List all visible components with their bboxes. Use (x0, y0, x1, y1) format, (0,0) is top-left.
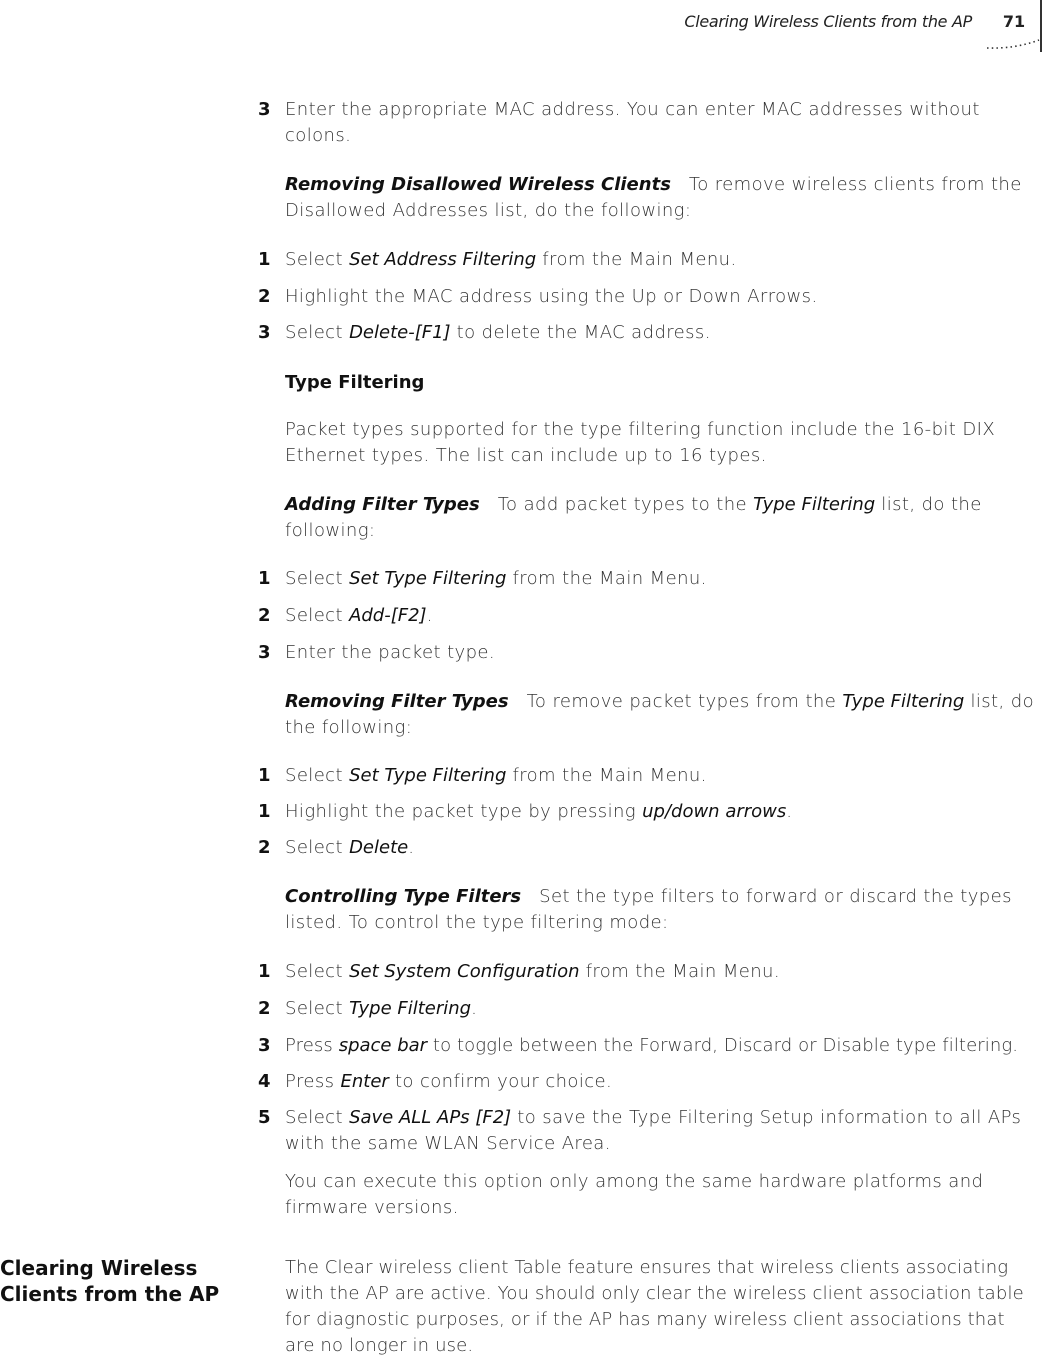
adding-filter-pre: To add packet types to the (497, 494, 754, 515)
step-text-pre: Select (285, 568, 350, 589)
removing-disallowed-paragraph (285, 172, 1037, 224)
step-number: 2 (258, 286, 271, 307)
step-text (285, 996, 1037, 1022)
step-text-emphasis: Set Address Filtering (349, 249, 537, 270)
step-text-post: to toggle between the Forward, Discard or Disable type filtering. (427, 1035, 1019, 1056)
step-text-pre: Highlight the packet type by pressing (285, 801, 643, 822)
step-text-emphasis: Type Filtering (349, 998, 472, 1019)
step-number: 1 (258, 249, 271, 270)
section-heading-line: Clients from the AP (0, 1282, 220, 1306)
step-text-post: . (408, 837, 415, 858)
step-text-post: from the Main Menu. (579, 961, 780, 982)
removing-disallowed-lead: Removing Disallowed Wireless Clients (285, 174, 671, 195)
step-number: 1 (258, 801, 271, 822)
step-text-post: from the Main Menu. (506, 568, 707, 589)
step-number: 2 (258, 605, 271, 626)
type-filtering-paragraph: Packet types supported for the type filtering function include the 16-bit DIX Ethernet types. The list can include up to 16 types. (285, 419, 996, 466)
step-text-pre: Select (285, 998, 350, 1019)
step-text-post: to delete the MAC address. (450, 322, 711, 343)
step-number: 2 (258, 837, 271, 858)
step-text (285, 763, 1037, 789)
controlling-filter-lead: Controlling Type Filters (285, 886, 522, 907)
step-text (285, 1105, 1037, 1157)
step-text-emphasis: Enter (340, 1071, 389, 1092)
step-text-emphasis: space bar (338, 1035, 428, 1056)
step-text-pre: Select (285, 322, 350, 343)
step-text-pre: Press (285, 1071, 341, 1092)
step-text-emphasis: up/down arrows (642, 801, 787, 822)
removing-filter-lead: Removing Filter Types (285, 691, 509, 712)
step-text-emphasis: Set Type Filtering (349, 568, 507, 589)
step-text-pre: Press (285, 1035, 339, 1056)
page-number: 71 (1002, 12, 1026, 31)
step-text (285, 640, 1037, 666)
step-text-post: from the Main Menu. (536, 249, 737, 270)
step-text-pre: Select (285, 249, 350, 270)
step-text (285, 959, 1037, 985)
step-text: Enter the appropriate MAC address. You can enter MAC addresses without colons. (285, 99, 980, 146)
step-text-post: from the Main Menu. (506, 765, 707, 786)
adding-filter-emphasis: Type Filtering (753, 494, 876, 515)
step-number: 4 (258, 1071, 271, 1092)
step-text-pre: Select (285, 765, 350, 786)
step-text-emphasis: Add-[F2] (349, 605, 427, 626)
section-heading-line: Clearing Wireless (0, 1256, 198, 1280)
step-text-pre: Select (285, 605, 350, 626)
step-text-emphasis: Set Type Filtering (349, 765, 507, 786)
controlling-filter-paragraph (285, 884, 1037, 936)
step-text-pre: Highlight the MAC address using the Up or Down Arrows. (285, 286, 818, 307)
step-text (285, 799, 1037, 825)
step-number: 1 (258, 765, 271, 786)
step-number: 1 (258, 961, 271, 982)
adding-filter-paragraph (285, 492, 1037, 544)
corner-dots-decoration (985, 37, 1043, 51)
step-text (285, 603, 1037, 629)
step-text-emphasis: Delete (349, 837, 409, 858)
removing-filter-pre: To remove packet types from the (526, 691, 843, 712)
step-text-emphasis: Set System Configuration (349, 961, 580, 982)
step-number: 3 (258, 642, 271, 663)
note-paragraph: You can execute this option only among the same hardware platforms and firmware versions. (285, 1171, 984, 1218)
section-heading-clearing (0, 1255, 250, 1307)
step-number: 1 (258, 568, 271, 589)
step-text (285, 566, 1037, 592)
step-number: 3 (258, 1035, 271, 1056)
step-number: 3 (258, 322, 271, 343)
step-text (285, 835, 1037, 861)
step-text-emphasis: Save ALL APs [F2] (349, 1107, 512, 1128)
step-text-post: . (786, 801, 793, 822)
section-heading-type-filtering: Type Filtering (285, 372, 425, 393)
step-text-post: to save the Type Filtering Setup information to all APs with the same WLAN Service Area. (285, 1107, 1022, 1154)
controlling-filter-text: Set the type filters to forward or discard the types listed. To control the type filtering mode: (285, 886, 1012, 933)
removing-filter-emphasis: Type Filtering (842, 691, 965, 712)
adding-filter-lead: Adding Filter Types (285, 494, 480, 515)
step-text (285, 320, 1037, 346)
step-text-post: . (426, 605, 433, 626)
step-text-pre: Enter the packet type. (285, 642, 496, 663)
step-text (285, 1033, 1037, 1059)
step-text (285, 247, 1037, 273)
step-number: 2 (258, 998, 271, 1019)
adding-filter-post: list, do the following: (285, 494, 982, 541)
step-text-post: . (471, 998, 478, 1019)
step-number: 3 (258, 99, 271, 120)
step-text-post: to confirm your choice. (388, 1071, 613, 1092)
step-text (285, 284, 1037, 310)
step-text-emphasis: Delete-[F1] (349, 322, 451, 343)
running-header: Clearing Wireless Clients from the AP (684, 12, 972, 31)
removing-filter-paragraph (285, 689, 1037, 741)
step-text-pre: Select (285, 1107, 350, 1128)
step-number: 5 (258, 1107, 271, 1128)
clearing-paragraph: The Clear wireless client Table feature ensures that wireless clients associating with the AP are active. You should only clear the wireless client association table for diagnostic purposes, or if the AP has many wireless client associations that are no longer in use. (285, 1257, 1024, 1356)
step-text-pre: Select (285, 837, 350, 858)
step-text-pre: Select (285, 961, 350, 982)
removing-filter-post: list, do the following: (285, 691, 1034, 738)
step-text (285, 1069, 1037, 1095)
removing-disallowed-text: To remove wireless clients from the Disallowed Addresses list, do the following: (285, 174, 1022, 221)
